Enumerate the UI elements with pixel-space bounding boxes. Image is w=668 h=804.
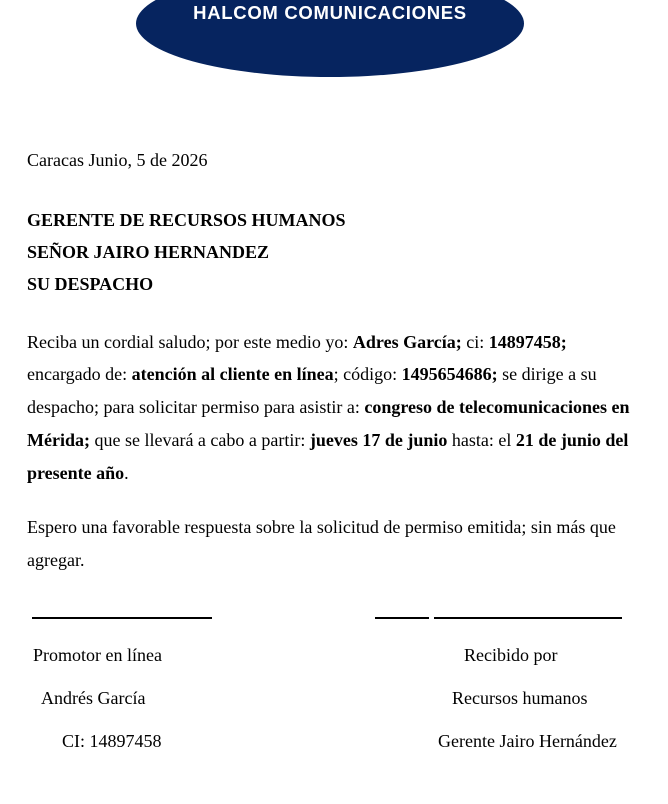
signature-line-left (32, 617, 212, 619)
signature-right-department: Recursos humanos (452, 687, 588, 708)
body-segment-request: se dirige a su despacho; para solicitar permiso para asistir a: (27, 364, 597, 418)
document-page (0, 150, 668, 781)
body-segment-role-value: atención al cliente en línea (131, 364, 334, 385)
body-segment-period: . (124, 462, 129, 483)
signature-left-role: Promotor en línea (33, 644, 162, 665)
body-segment-role-label: encargado de: (27, 364, 132, 385)
body-segment-greeting: Reciba un cordial saludo; por este medio yo: (27, 331, 353, 352)
body-segment-code-value: 1495654686; (401, 364, 498, 385)
company-name-title: HALCOM COMUNICACIONES (193, 2, 467, 23)
signature-left-name: Andrés García (41, 687, 146, 708)
body-segment-until: hasta: el (447, 429, 516, 450)
body-segment-event-name: congreso de telecomunicaciones en Mérida; (27, 397, 630, 450)
body-segment-start-date: jueves 17 de junio (309, 429, 448, 450)
signature-left-id: CI: 14897458 (62, 730, 162, 751)
body-segment-ci-value: 14897458; (488, 331, 567, 352)
body-segment-date-intro: que se llevará a cabo a partir: (89, 429, 310, 450)
body-segment-code-label: ; código: (333, 364, 402, 385)
date-line: Caracas Junio, 5 de 2026 (27, 150, 208, 170)
recipient-line-2: SEÑOR JAIRO HERNANDEZ (27, 241, 270, 262)
signature-area (27, 611, 641, 781)
recipient-line-1: GERENTE DE RECURSOS HUMANOS (27, 209, 346, 230)
signature-line-right-segment-b (434, 617, 622, 619)
letter-body-paragraph (27, 326, 641, 490)
body-segment-employee-name: Adres García; (352, 331, 462, 352)
signature-line-right-segment-a (375, 617, 429, 619)
recipient-block (27, 204, 641, 300)
recipient-line-3: SU DESPACHO (27, 273, 154, 294)
letterhead (0, 0, 668, 100)
letter-closing-paragraph: Espero una favorable respuesta sobre la solicitud de permiso emitida; sin más que agregar. (27, 517, 616, 571)
body-segment-ci-label: ci: (461, 331, 489, 352)
signature-right-name: Gerente Jairo Hernández (438, 730, 617, 751)
body-segment-end-date: 21 de junio del presente año (27, 429, 629, 483)
signature-right-role: Recibido por (464, 644, 558, 665)
